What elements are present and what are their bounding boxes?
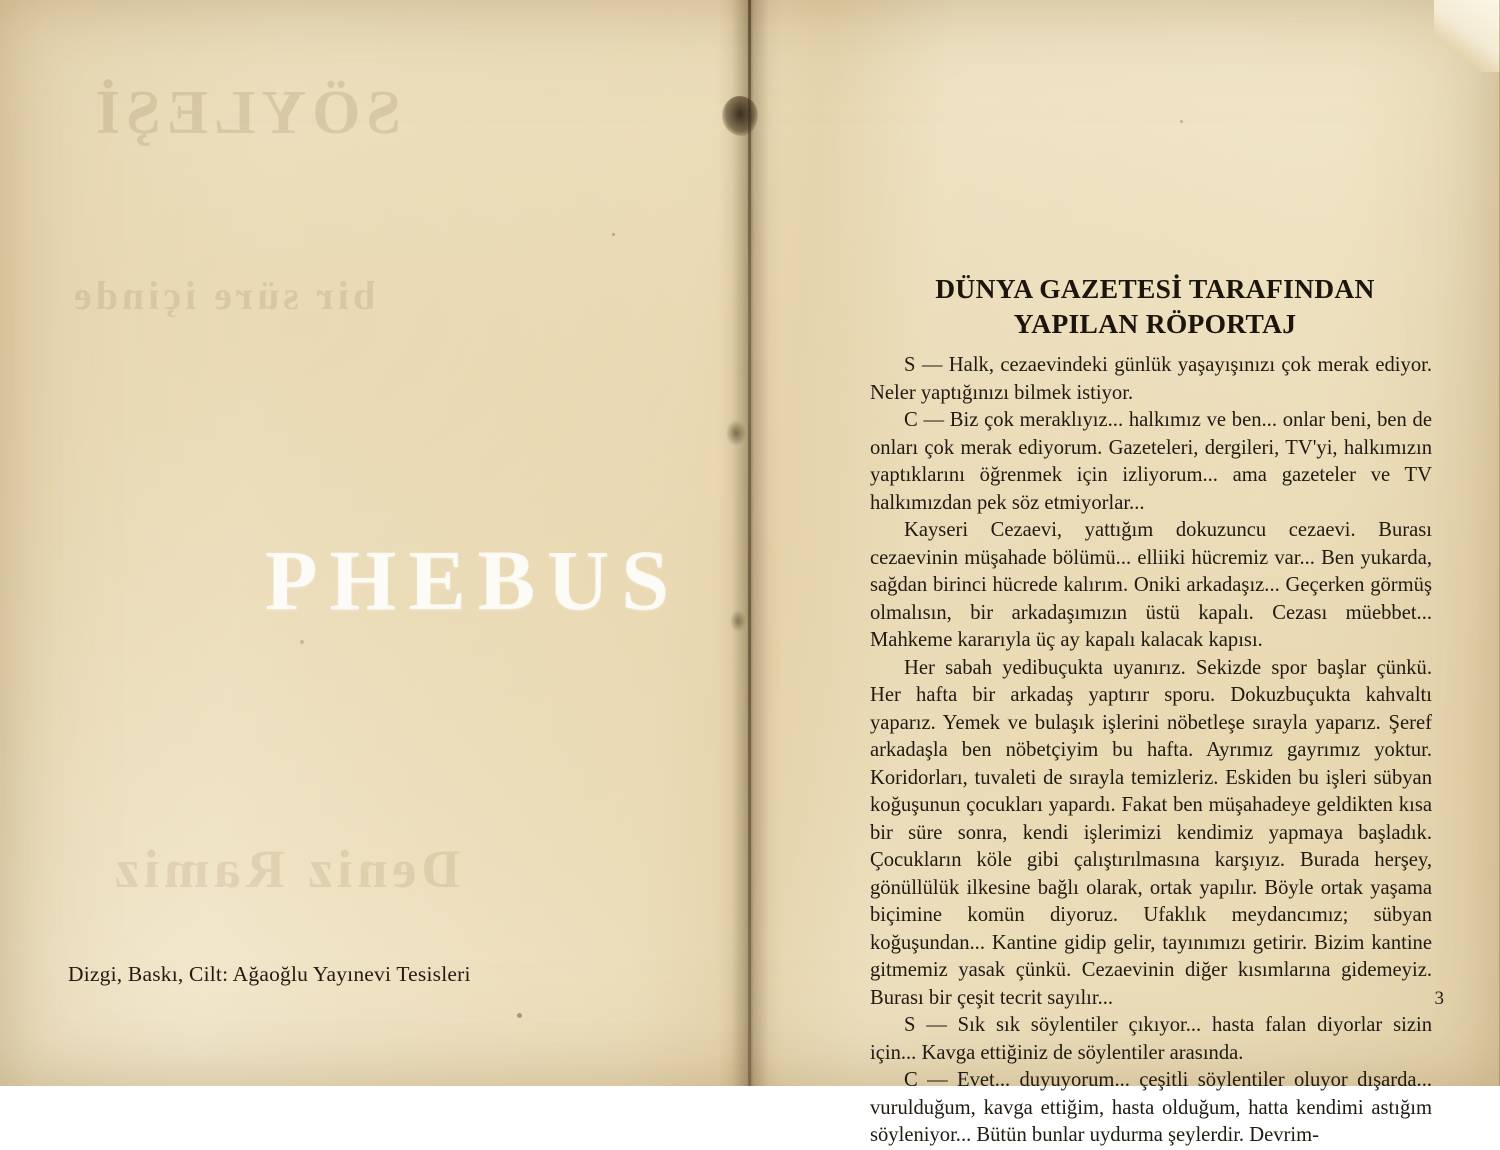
paragraph: S — Sık sık söylentiler çıkıyor... hasta falan diyorlar sizin için... Kavga ettiğiniz de söylentiler arasında. — [870, 1014, 1432, 1064]
chapter-heading: DÜNYA GAZETESİ TARAFINDAN YAPILAN RÖPORTAJ — [935, 273, 1375, 339]
body-text-column — [870, 352, 1432, 1150]
left-page — [0, 0, 740, 1086]
bleed-through-author: Deniz Ramiz — [110, 839, 461, 899]
page-number: 3 — [1434, 988, 1444, 1009]
book-spine-line — [748, 0, 751, 1086]
paragraph: Kayseri Cezaevi, yattığım dokuzuncu cezaevi. Burası cezaevinin müşahade bölümü... elliiki hücremiz var... Ben yukarda, sağdan birinci hücrede kalırım. Oniki arkadaşız... Geçerken görmüş olmalısın, bir arkadaşımızın üstü kapalı. Cezası müebbet... Mahkeme kararıyla üç ay kapalı kalacak kapısı. — [870, 519, 1432, 651]
bleed-through-title: SÖYLEŞİ — [90, 79, 401, 147]
paragraph: Her sabah yedibuçukta uyanırız. Sekizde spor başlar çünkü. Her hafta bir arkadaş yaptırır sporu. Dokuzbuçukta kahvaltı yaparız. Yemek ve bulaşık işlerini nöbetleşe sırayla yaparız. Şeref arkadaşla ben nöbetçiyim bu hafta. Ayrımız gayrımız yoktur. Koridorları, tuvaleti de sırayla temizleriz. Eskiden bu işleri sübyan koğuşunun çocukları yapardı. Fakat ben müşahadeye geldikten kısa bir süre sonra, kendi işlerimizi kendimiz yapmaya başladık. Çocukların köle gibi çalıştırılmasına karşıyız. Burada herşey, gönüllülük ilkesine bağlı olarak, ortak yapılır. Böyle ortak yaşama biçimine komün diyoruz. Ufaklık meydancımız; sübyan koğuşundan... Kantine gidip gelir, tayınımızı getirir. Bizim kantine gitmemiz yasak çünkü. Cezaevinin diğer kısımlarına gidemeyiz. Burası bir çeşit tecrit sayılır... — [870, 656, 1432, 1009]
imprint-line: Dizgi, Baskı, Cilt: Ağaoğlu Yayınevi Tesisleri — [68, 962, 471, 986]
watermark-overlay: PHEBUS — [265, 532, 682, 628]
paragraph: S — Halk, cezaevindeki günlük yaşayışınızı çok merak ediyor. Neler yaptığınızı bilmek istiyor. — [870, 354, 1432, 404]
right-page — [760, 0, 1500, 1146]
bleed-through-subtitle: bir süre içinde — [70, 273, 376, 318]
paragraph: C — Evet... duyuyorum... çeşitli söylentiler oluyor dışarda... vurulduğum, kavga ettiğim, hasta olduğum, hatta kendimi astığım söyleniyor... Bütün bunlar uydurma şeylerdir. Devrim- — [870, 1069, 1432, 1146]
paragraph: C — Biz çok meraklıyız... halkımız ve ben... onlar beni, ben de onları çok merak ediyorum. Gazeteleri, dergileri, TV'yi, halkımızın yaptıklarını öğrenmek için izliyorum... ama gazeteler ve TV halkımızdan pek söz etmiyorlar... — [870, 409, 1432, 514]
